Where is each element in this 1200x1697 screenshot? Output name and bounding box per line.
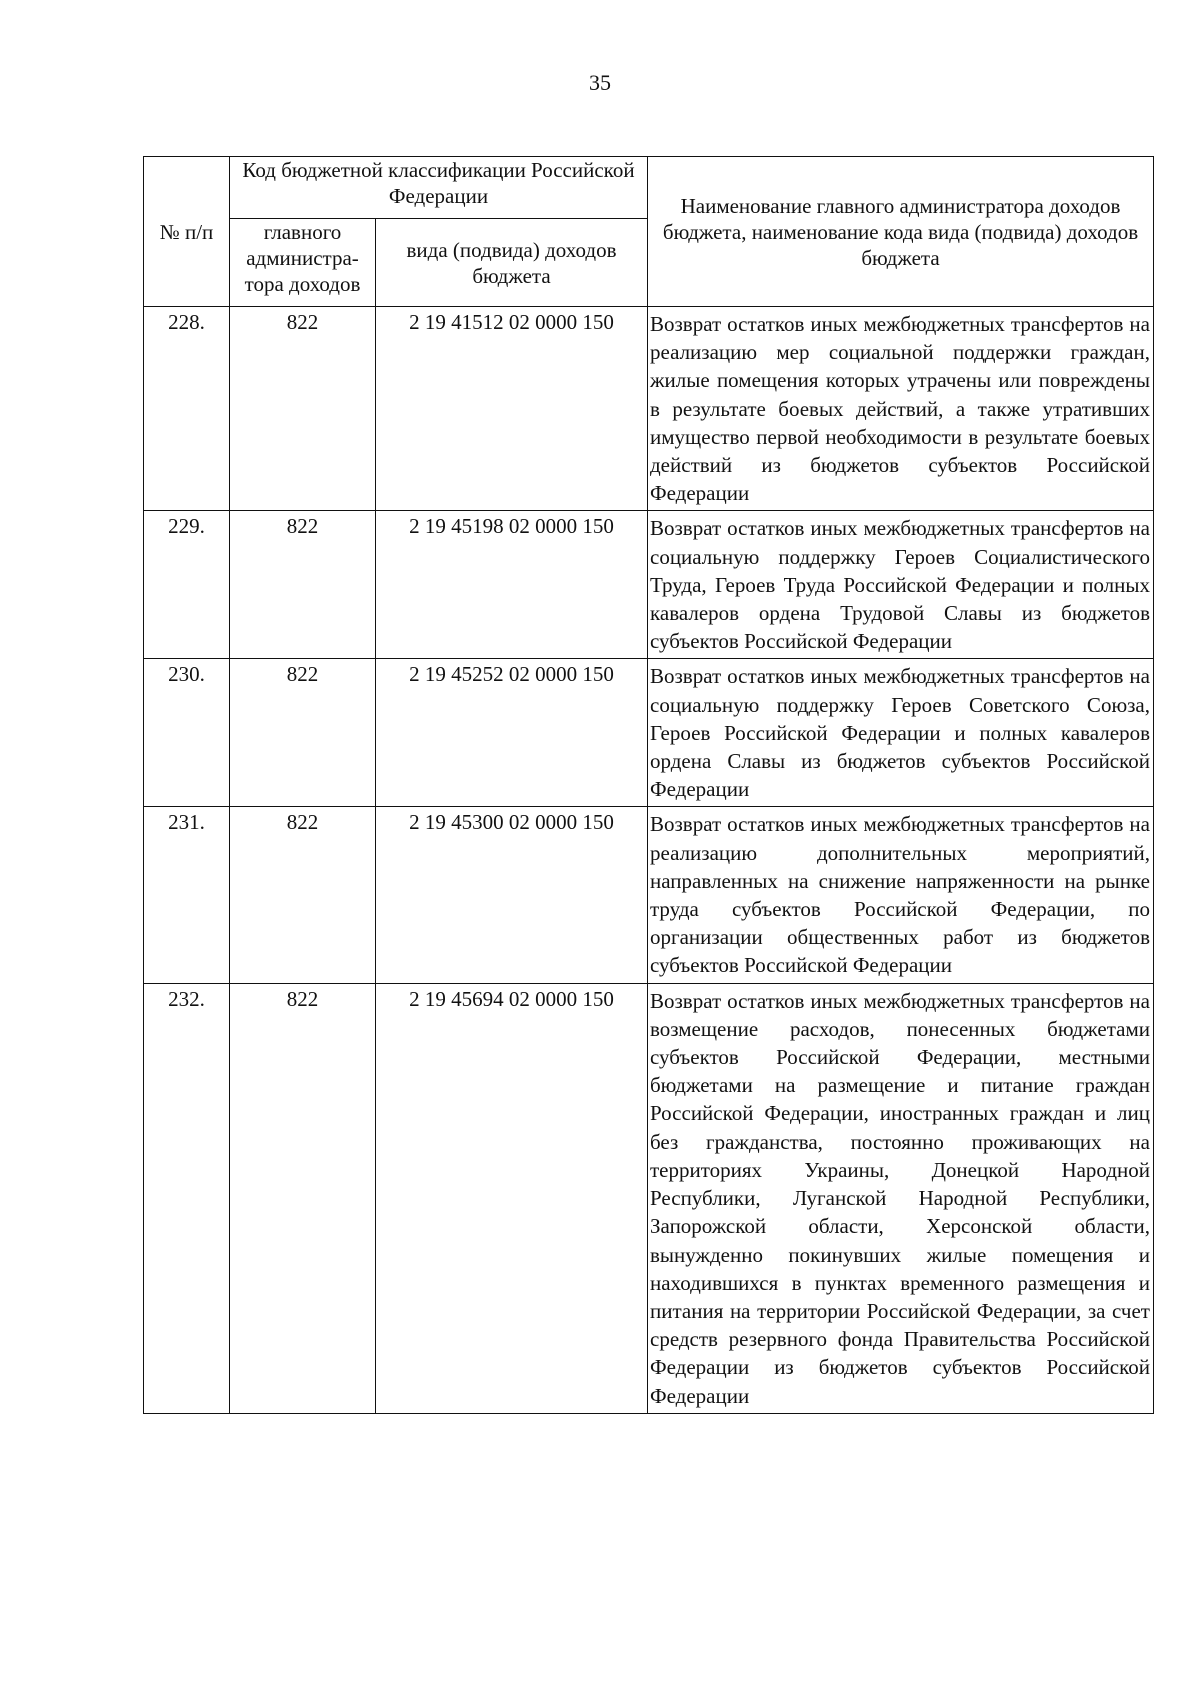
table-header-row-1 <box>144 157 1154 219</box>
row-name: Возврат остатков иных межбюджетных трансфертов на социальную поддержку Героев Советского Союза, Героев Российской Федерации и полных кавалеров ордена Славы из бюджетов субъектов Российской Федерации <box>648 659 1154 807</box>
row-number: 230. <box>144 659 230 807</box>
table-row <box>144 307 1154 511</box>
row-income-code: 2 19 45694 02 0000 150 <box>376 983 648 1413</box>
table-row <box>144 511 1154 659</box>
row-name: Возврат остатков иных межбюджетных трансфертов на реализацию мер социальной поддержки граждан, жилые помещения которых утрачены или повреждены в результате боевых действий, а также утративших имущество первой необходимости в результате боевых действий из бюджетов субъектов Российской Федерации <box>648 307 1154 511</box>
row-income-code: 2 19 41512 02 0000 150 <box>376 307 648 511</box>
row-number: 228. <box>144 307 230 511</box>
header-admin <box>230 219 376 307</box>
table-row <box>144 983 1154 1413</box>
row-number: 229. <box>144 511 230 659</box>
row-admin-code: 822 <box>230 807 376 983</box>
table-row <box>144 659 1154 807</box>
row-income-code: 2 19 45252 02 0000 150 <box>376 659 648 807</box>
row-admin-code: 822 <box>230 983 376 1413</box>
budget-classification-table <box>143 156 1154 1414</box>
header-name: Наименование главного администратора доходов бюджета, наименование кода вида (подвида) доходов бюджета <box>648 157 1154 307</box>
header-admin-line-1: главного <box>263 220 342 244</box>
row-income-code: 2 19 45198 02 0000 150 <box>376 511 648 659</box>
row-name: Возврат остатков иных межбюджетных трансфертов на социальную поддержку Героев Социалистического Труда, Героев Труда Российской Федерации и полных кавалеров ордена Трудовой Славы из бюджетов субъектов Российской Федерации <box>648 511 1154 659</box>
row-admin-code: 822 <box>230 307 376 511</box>
row-admin-code: 822 <box>230 511 376 659</box>
header-kind: вида (подвида) доходов бюджета <box>376 219 648 307</box>
page-number: 35 <box>589 70 611 95</box>
header-kbk-group: Код бюджетной классификации Российской Федерации <box>230 157 648 219</box>
header-admin-line-3: тора доходов <box>244 272 361 296</box>
row-income-code: 2 19 45300 02 0000 150 <box>376 807 648 983</box>
row-admin-code: 822 <box>230 659 376 807</box>
row-number: 231. <box>144 807 230 983</box>
header-admin-line-2: администра- <box>246 246 359 270</box>
header-num: № п/п <box>144 157 230 307</box>
row-number: 232. <box>144 983 230 1413</box>
row-name: Возврат остатков иных межбюджетных трансфертов на возмещение расходов, понесенных бюджетами субъектов Российской Федерации, местными бюджетами на размещение и питание граждан Российской Федерации, иностранных граждан и лиц без гражданства, постоянно проживающих на территориях Украины, Донецкой Народной Республики, Луганской Народной Республики, Запорожской области, Херсонской области, вынужденно покинувших жилые помещения и находившихся в пунктах временного размещения и питания на территории Российской Федерации, за счет средств резервного фонда Правительства Российской Федерации из бюджетов субъектов Российской Федерации <box>648 983 1154 1413</box>
row-name: Возврат остатков иных межбюджетных трансфертов на реализацию дополнительных мероприятий, направленных на снижение напряженности на рынке труда субъектов Российской Федерации, по организации общественных работ из бюджетов субъектов Российской Федерации <box>648 807 1154 983</box>
table-row <box>144 807 1154 983</box>
